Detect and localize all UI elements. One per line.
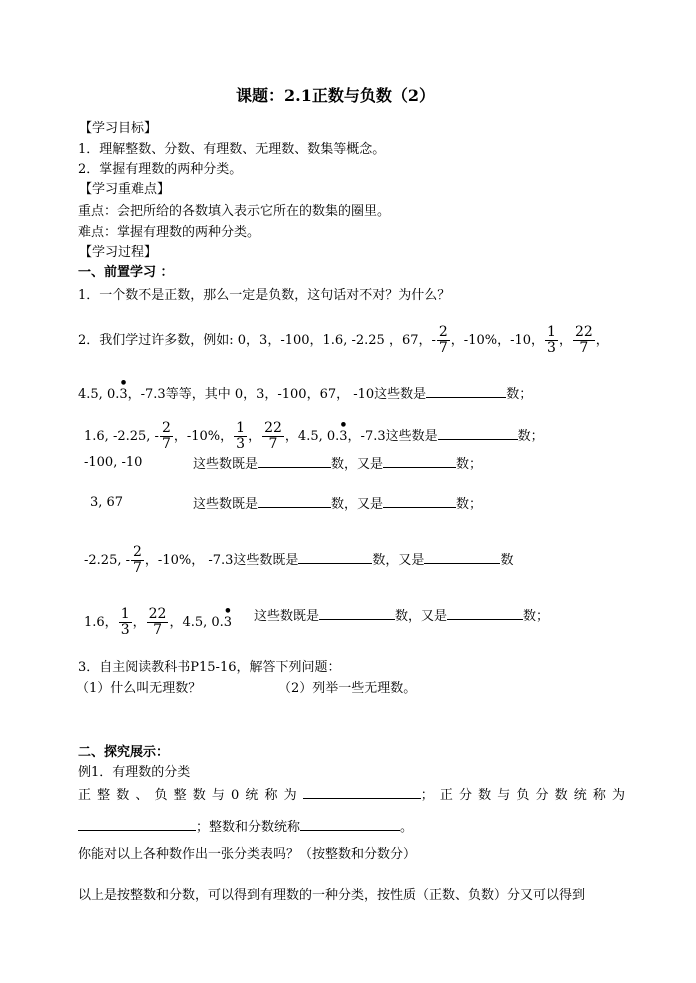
- fraction-22-7: $\frac{22}{7}$: [148, 606, 167, 638]
- focus-text: 重点：会把所给的各数填入表示它所在的数集的圈里。: [78, 204, 391, 219]
- classification-question: 你能对以上各种数作出一张分类表吗？（按整数和分数分）: [78, 847, 417, 862]
- classification-line-2: ；整数和分数统称 。: [78, 818, 413, 836]
- objective-item: 2．掌握有理数的两种分类。: [78, 162, 243, 177]
- difficulty-text: 难点：掌握有理数的两种分类。: [78, 225, 261, 240]
- q2-line-2: 4.5, 0. • 3，-7.3等等，其中 0，3，-100，67， -10这些数是 数；: [78, 376, 533, 402]
- q2-row-negative-integers-fill: 这些数既是 数，又是 数；: [193, 457, 483, 472]
- fraction-1-3: $\frac{1}{3}$: [547, 324, 556, 356]
- question-3-sub-1: （1）什么叫无理数？: [76, 681, 202, 696]
- objectives-heading: 【学习目标】: [79, 121, 158, 136]
- answer-blank[interactable]: [426, 385, 506, 398]
- answer-blank[interactable]: [258, 455, 331, 468]
- answer-blank[interactable]: [303, 786, 421, 799]
- question-3-sub-2: （2）列举一些无理数。: [278, 681, 417, 696]
- classification-line-1: 正整数、负整数与0统称为 ；正分数与负分数统称为: [78, 788, 625, 803]
- fraction-22-7: $\frac{22}{7}$: [574, 324, 593, 356]
- q2-row-negative-integers: -100, -10: [84, 455, 143, 470]
- objective-item: 1．理解整数、分数、有理数、无理数、数集等概念。: [78, 142, 386, 157]
- section1-heading: 一、前置学习 ：: [78, 265, 174, 280]
- answer-blank[interactable]: [383, 455, 456, 468]
- q2-row-negative-fractions: -2.25, - $\frac{2}{7}$ ，-10%， -7.3这些数既是 数，又是 数: [84, 544, 514, 576]
- answer-blank[interactable]: [298, 551, 372, 564]
- key-points-heading: 【学习重难点】: [79, 182, 171, 197]
- q2-row-positive-fractions: 1.6， $\frac{1}{3}$ ， $\frac{22}{7}$ ，4.5, 0. • 3: [84, 604, 233, 638]
- q2-row-positive-integers-fill: 这些数既是 数，又是 数；: [193, 497, 483, 512]
- process-heading: 【学习过程】: [79, 245, 158, 260]
- answer-blank[interactable]: [424, 551, 500, 564]
- q2-line-3: 1.6, -2.25, - $\frac{2}{7}$ ，-10%， $\frac{1}{3}$ ， $\frac{22}{7}$ ，4.5, 0. • 3，-7.3这些数是 数；: [84, 418, 544, 452]
- page-title: 课题：2.1正数与负数（2）: [236, 86, 435, 105]
- fraction-22-7: $\frac{22}{7}$: [264, 420, 282, 452]
- fraction-1-3: $\frac{1}{3}$: [236, 420, 246, 452]
- repeating-decimal: • 3: [223, 604, 233, 630]
- classification-conclusion: 以上是按整数和分数，可以得到有理数的一种分类，按性质（正数、负数）分又可以得到: [78, 888, 586, 903]
- q2-row-positive-integers: 3, 67: [90, 495, 124, 510]
- fraction-2-7: $\frac{2}{7}$: [161, 420, 171, 452]
- repeating-decimal: • 3: [339, 418, 348, 444]
- question-3: 3．自主阅读教科书P15-16，解答下列问题：: [78, 660, 341, 675]
- answer-blank[interactable]: [447, 607, 523, 620]
- answer-blank[interactable]: [300, 818, 400, 831]
- answer-blank[interactable]: [258, 495, 331, 508]
- answer-blank[interactable]: [78, 818, 196, 831]
- q2-row-positive-fractions-fill: 这些数既是 数，又是 数；: [254, 609, 550, 624]
- fraction-1-3: $\frac{1}{3}$: [120, 606, 130, 638]
- fraction-2-7: $\frac{2}{7}$: [133, 544, 142, 576]
- q2-line-1-text: 2．我们学过许多数，例如: 0，3，-100，1.6, -2.25 ，67，-: [78, 333, 436, 348]
- question-1: 1．一个数不是正数，那么一定是负数，这句话对不对？为什么？: [78, 288, 451, 303]
- answer-blank[interactable]: [319, 607, 395, 620]
- answer-blank[interactable]: [383, 495, 456, 508]
- fraction-2-7: $\frac{2}{7}$: [438, 324, 448, 356]
- example-1-title: 例1．有理数的分类: [78, 765, 191, 780]
- section2-heading: 二、探究展示：: [78, 745, 170, 760]
- q2-line-1: 2．我们学过许多数，例如: 0，3，-100，1.6, -2.25 ，67，- $\frac{2}{7}$ ，-10%，-10， $\frac{1}{3}$ ， $\frac{22}{7}$ ，: [78, 324, 609, 356]
- repeating-decimal: • 3: [119, 376, 128, 402]
- answer-blank[interactable]: [438, 427, 518, 440]
